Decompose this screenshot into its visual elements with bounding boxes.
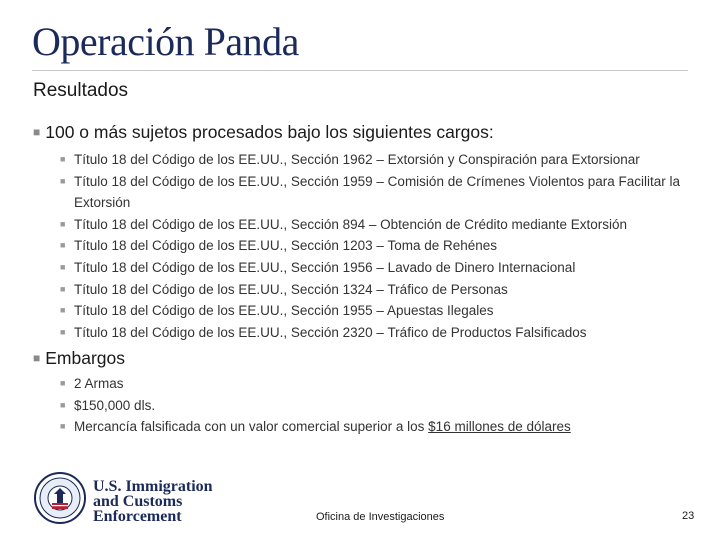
list-item-text: Título 18 del Código de los EE.UU., Sección 1956 – Lavado de Dinero Internacional [74,259,576,275]
list-item [60,171,710,214]
square-bullet-icon: ■ [60,175,66,186]
list-item [60,416,710,438]
square-bullet-icon: ■ [60,261,66,272]
list-item [60,395,710,417]
ice-logo [34,470,254,526]
square-bullet-icon: ■ [33,351,41,365]
section-heading-text: Embargos [45,348,126,368]
slide-title: Operación Panda [32,19,299,64]
list-item-text: Título 18 del Código de los EE.UU., Sección 1203 – Toma de Rehénes [74,238,498,254]
square-bullet-icon: ■ [60,399,66,410]
square-bullet-icon: ■ [60,283,66,294]
square-bullet-icon: ■ [60,421,66,432]
slide-subtitle: Resultados [33,80,129,101]
list-item-text: 2 Armas [74,376,124,391]
list-item-text: Título 18 del Código de los EE.UU., Sección 1955 – Apuestas Ilegales [74,303,494,319]
list-item-text: Título 18 del Código de los EE.UU., Sección 1324 – Tráfico de Personas [74,281,508,297]
seizures-list [60,373,710,438]
list-item [60,149,710,171]
square-bullet-icon: ■ [60,240,66,251]
list-item [60,279,710,301]
section-heading-cargos [33,122,494,143]
list-item-text: Mercancía falsificada con un valor comercial superior a los [74,419,429,435]
square-bullet-icon: ■ [60,218,66,229]
list-item-text: Título 18 del Código de los EE.UU., Sección 1962 – Extorsión y Conspiración para Extorsionar [74,152,640,167]
square-bullet-icon: ■ [60,305,66,316]
list-item-text: Título 18 del Código de los EE.UU., Sección 894 – Obtención de Crédito mediante Extorsión [74,216,628,232]
footer-office: Oficina de Investigaciones [316,511,445,523]
section-heading-text: 100 o más sujetos procesados bajo los siguientes cargos: [45,122,494,142]
logo-line-2: and Customs [93,493,183,510]
dhs-seal-icon [34,470,254,526]
logo-line-3: Enforcement [93,508,182,525]
emphasized-amount: $16 millones de dólares [428,419,571,435]
square-bullet-icon: ■ [60,378,66,388]
square-bullet-icon: ■ [60,326,66,337]
list-item [60,373,710,395]
charges-list [60,149,710,343]
title-divider [32,70,688,71]
list-item [60,257,710,279]
list-item [60,235,710,257]
logo-line-1: U.S. Immigration [93,478,213,495]
square-bullet-icon: ■ [33,125,41,139]
list-item-text: Título 18 del Código de los EE.UU., Sección 1959 – Comisión de Crímenes Violentos para Facilitar la Extorsión [74,173,681,211]
list-item [60,300,710,322]
page-number: 23 [682,510,695,522]
list-item-text: Título 18 del Código de los EE.UU., Sección 2320 – Tráfico de Productos Falsificados [74,324,587,340]
list-item-text: $150,000 dls. [74,397,156,413]
square-bullet-icon: ■ [60,154,66,164]
list-item [60,322,710,344]
section-heading-embargos [33,348,125,369]
list-item [60,214,710,236]
